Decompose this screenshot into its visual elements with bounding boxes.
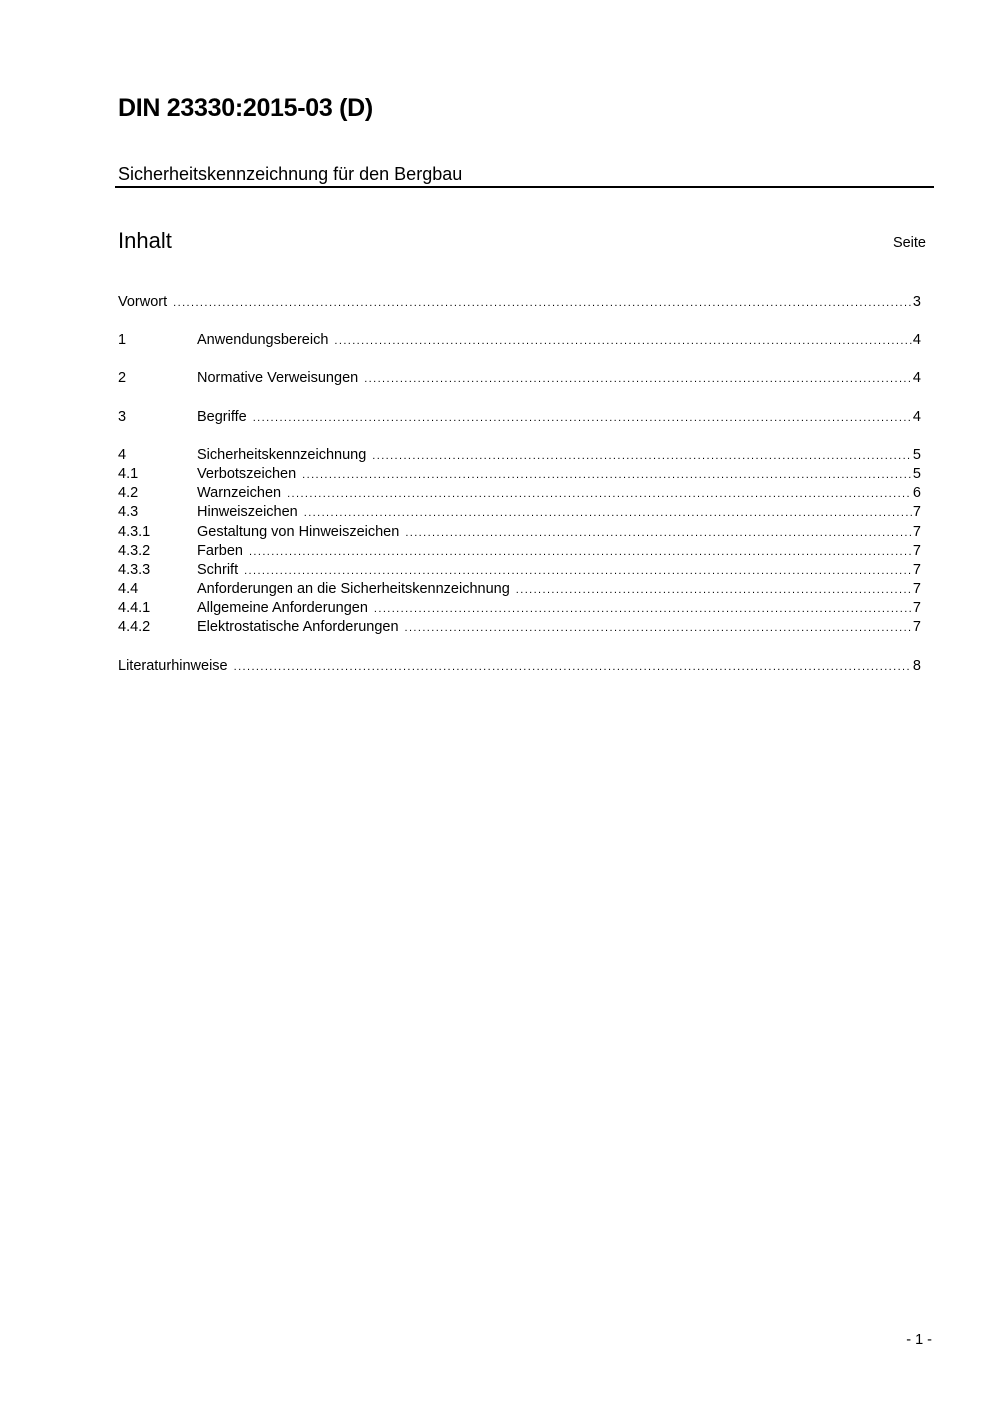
toc-leader-dots (234, 658, 912, 677)
toc-entry-2[interactable] (118, 369, 921, 388)
toc-entry-title: Allgemeine Anforderungen (197, 599, 374, 618)
toc-entry-title: Elektrostatische Anforderungen (197, 618, 405, 637)
toc-entry-number: 4.4 (118, 581, 139, 597)
toc-entry-number: 3 (118, 409, 127, 425)
toc-entry-4-3-1[interactable] (118, 523, 921, 542)
toc-entry-page: 4 (912, 332, 921, 348)
toc-entry-page: 4 (912, 409, 921, 425)
toc-entry-4-3-3[interactable] (118, 561, 921, 580)
toc-entry-number: 4.3 (118, 504, 139, 520)
toc-entry-page: 7 (912, 524, 921, 540)
toc-entry-number: 4.3.2 (118, 543, 151, 559)
toc-entry-title: Schrift (197, 561, 244, 580)
toc-entry-number: 1 (118, 332, 127, 348)
toc-leader-dots (249, 543, 912, 562)
toc-entry-title: Warnzeichen (197, 484, 287, 503)
toc-entry-number: 2 (118, 370, 127, 386)
toc-entry-page: 6 (912, 485, 921, 501)
toc-entry-title: Literaturhinweise (118, 657, 234, 676)
toc-entry-number: 4.4.1 (118, 600, 151, 616)
toc-entry-page: 7 (912, 581, 921, 597)
toc-entry-page: 4 (912, 370, 921, 386)
toc-leader-dots (173, 294, 912, 313)
toc-entry-title: Farben (197, 542, 249, 561)
toc-entry-1[interactable] (118, 331, 921, 350)
toc-entry-title: Verbotszeichen (197, 465, 302, 484)
toc-entry-4-1[interactable] (118, 465, 921, 484)
toc-entry-number: 4 (118, 447, 127, 463)
toc-entry-4[interactable] (118, 446, 921, 465)
toc-entry-title: Hinweiszeichen (197, 503, 304, 522)
toc-leader-dots (334, 332, 912, 351)
toc-leader-dots (244, 562, 912, 581)
toc-leader-dots (372, 447, 912, 466)
toc-entry-title: Gestaltung von Hinweiszeichen (197, 523, 405, 542)
toc-entry-title: Vorwort (118, 293, 173, 312)
toc-leader-dots (374, 600, 912, 619)
toc-entry-title: Anwendungsbereich (197, 331, 334, 350)
toc-entry-page: 7 (912, 543, 921, 559)
page-number: - 1 - (906, 1332, 932, 1348)
document-subject: Sicherheitskennzeichnung für den Bergbau (118, 164, 463, 184)
toc-entry-number: 4.3.3 (118, 562, 151, 578)
toc-entry-title: Normative Verweisungen (197, 369, 364, 388)
toc-entry-title: Begriffe (197, 408, 253, 427)
toc-entry-number: 4.2 (118, 485, 139, 501)
toc-leader-dots (405, 524, 912, 543)
toc-entry-vorwort[interactable] (118, 293, 921, 312)
toc-leader-dots (364, 370, 912, 389)
toc-entry-page: 7 (912, 504, 921, 520)
toc-entry-3[interactable] (118, 408, 921, 427)
toc-entry-4-4-2[interactable] (118, 618, 921, 637)
toc-entry-4-4-1[interactable] (118, 599, 921, 618)
toc-entry-4-2[interactable] (118, 484, 921, 503)
toc-leader-dots (253, 409, 912, 428)
toc-entry-page: 3 (912, 294, 921, 310)
toc-entry-4-4[interactable] (118, 580, 921, 599)
toc-entry-page: 5 (912, 447, 921, 463)
toc-entry-literaturhinweise[interactable] (118, 657, 921, 676)
document-identifier: DIN 23330:2015-03 (D) (118, 94, 373, 122)
toc-entry-number: 4.1 (118, 466, 139, 482)
toc-page-column-label: Seite (892, 235, 926, 251)
toc-entry-page: 7 (912, 600, 921, 616)
toc-heading: Inhalt (118, 228, 172, 253)
toc-leader-dots (516, 581, 912, 600)
toc-leader-dots (304, 504, 912, 523)
table-of-contents (118, 0, 921, 700)
toc-entry-page: 8 (912, 658, 921, 674)
toc-entry-4-3[interactable] (118, 503, 921, 522)
toc-entry-number: 4.4.2 (118, 619, 151, 635)
toc-leader-dots (287, 485, 912, 504)
toc-entry-page: 5 (912, 466, 921, 482)
toc-entry-page: 7 (912, 562, 921, 578)
toc-entry-4-3-2[interactable] (118, 542, 921, 561)
toc-entry-page: 7 (912, 619, 921, 635)
toc-leader-dots (405, 619, 912, 638)
toc-entry-number: 4.3.1 (118, 524, 151, 540)
toc-leader-dots (302, 466, 912, 485)
toc-entry-title: Anforderungen an die Sicherheitskennzeichnung (197, 580, 516, 599)
toc-entry-title: Sicherheitskennzeichnung (197, 446, 372, 465)
